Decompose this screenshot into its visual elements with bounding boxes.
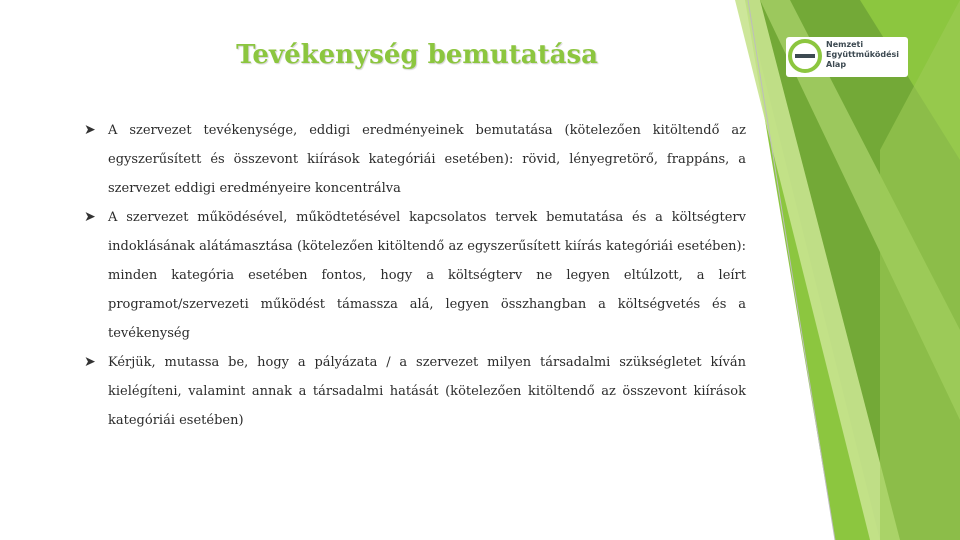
arrow-bullet-icon: ➤	[84, 354, 96, 370]
arrow-bullet-icon: ➤	[84, 209, 96, 225]
logo-line-1: Nemzeti	[826, 40, 864, 49]
slide-title: Tevékenység bemutatása	[236, 40, 598, 70]
bullet-item	[84, 116, 746, 203]
bullet-text: A szervezet tevékenysége, eddigi eredményeinek bemutatása (kötelezően kitöltendő az egyszerűsített és összevont kiírások kategóriái esetében): rövid, lényegretörő, frappáns, a szervezet eddigi eredményeire koncentrálva	[108, 123, 746, 196]
arrow-bullet-icon: ➤	[84, 122, 96, 138]
bullet-item	[84, 348, 746, 435]
bullet-list	[84, 116, 746, 435]
bullet-text: Kérjük, mutassa be, hogy a pályázata / a szervezet milyen társadalmi szükségletet kíván kielégíteni, valamint annak a társadalmi hatását (kötelezően kitöltendő az összevont kiírások kategóriái esetében)	[108, 355, 746, 428]
bullet-text: A szervezet működésével, működtetésével kapcsolatos tervek bemutatása és a költségterv indoklásának alátámasztása (kötelezően kitöltendő az egyszerűsített kiírás kategóriái esetében): minden kategória esetében fontos, hogy a költségterv ne legyen eltúlzott, a leírt programot/szervezeti működést támassza alá, legyen összhangban a költségvetés és a tevékenység	[108, 210, 746, 341]
logo-text	[826, 40, 908, 70]
logo-line-3: Alap	[826, 60, 847, 69]
logo-line-2: Együttműködési	[826, 50, 900, 59]
bullet-item	[84, 203, 746, 348]
